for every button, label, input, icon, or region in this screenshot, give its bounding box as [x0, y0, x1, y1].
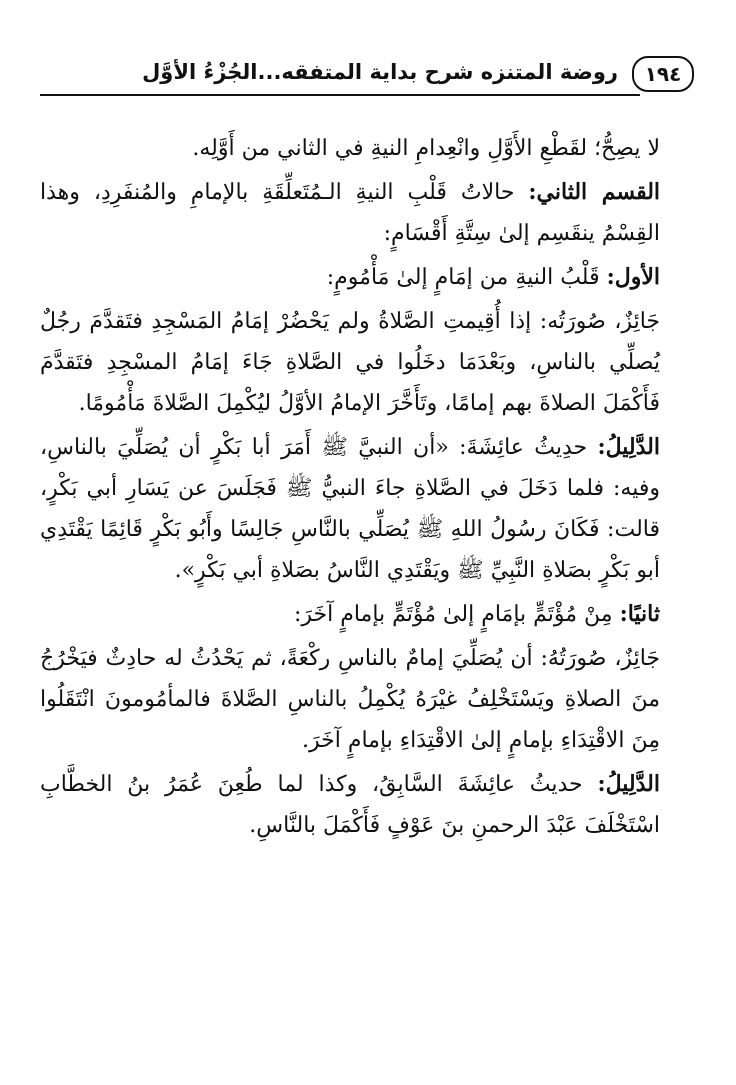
- page-number-badge: [632, 56, 694, 92]
- paragraph: [40, 594, 700, 635]
- paragraph: [40, 764, 700, 846]
- paragraph-label: الدَّلِيلُ:: [597, 434, 660, 460]
- paragraph-text: جَائِزٌ، صُورَتُه: إذا أُقِيمتِ الصَّلاةُ ولم يَحْضُرْ إمَامُ المَسْجِدِ فتَقدَّمَ رجُلٌ يُصلِّي بالناسِ، وبَعْدَمَا دخَلُوا في الصَّلاةِ جَاءَ إمَامُ المسْجِدِ فتَقدَّمَ فَأَكْمَلَ الصلاةَ بهم إمامًا، وتَأَخَّرَ الإمامُ الأوَّلُ ليُكْمِلَ الصَّلاةَ مَأْمُومًا.: [40, 309, 660, 416]
- paragraph-label: الأول:: [606, 264, 660, 290]
- paragraph-label: القسم الثاني:: [528, 179, 661, 205]
- paragraph-text: قَلْبُ النيةِ من إمَامٍ إلىٰ مَأْمُومٍ:: [326, 265, 600, 290]
- paragraph: [40, 128, 700, 169]
- paragraph-text: مِنْ مُؤْتَمٍّ بإمَامٍ إلىٰ مُؤْتَمٍّ بإمامٍ آخَرَ:: [293, 602, 613, 627]
- paragraph-label: ثانيًا:: [619, 601, 660, 627]
- paragraph-text: جَائِزٌ، صُورَتُهُ: أن يُصَلِّيَ إمامٌ بالناسِ ركْعَةً، ثم يَحْدُثُ له حادِثٌ فيَخْرُجُ منَ الصلاةِ ويَسْتَخْلِفُ غيْرَهُ يُكْمِلُ بالناسِ الصَّلاةَ فالمأمُومونَ انْتَقَلُوا مِنَ الاقْتِدَاءِ بإمامٍ إلىٰ الاقْتِدَاءِ بإمامٍ آخَرَ.: [40, 646, 660, 753]
- paragraph-text: حديثُ عائِشَةَ السَّابِقُ، وكذا لما طُعِنَ عُمَرُ بنُ الخطَّابِ اسْتَخْلَفَ عَبْدَ الرحمنِ بنَ عَوْفٍ فَأَكْمَلَ بالنَّاسِ.: [40, 772, 660, 838]
- paragraph-text: حالاتُ قَلْبِ النيةِ الـمُتَعلِّقَةِ بالإمامِ والمُنفَرِدِ، وهذا القِسْمُ ينقَسِم إلىٰ سِتَّةِ أَقْسَامٍ:: [40, 180, 660, 246]
- paragraph: [40, 638, 700, 761]
- paragraph: [40, 301, 700, 424]
- paragraph: [40, 257, 700, 298]
- page-body: [40, 128, 700, 849]
- paragraph-label: الدَّلِيلُ:: [597, 771, 660, 797]
- header-divider: [40, 94, 640, 96]
- header-title: روضة المتنزه شرح بداية المتفقه...الجُزْءُ الأوَّل: [142, 60, 618, 84]
- paragraph: [40, 172, 700, 254]
- running-header: [40, 52, 700, 98]
- paragraph-text: لا يصِحُّ؛ لقَطْعِ الأَوَّلِ وانْعِدامِ النيةِ في الثاني من أَوَّلِه.: [192, 136, 660, 161]
- paragraph: [40, 427, 700, 591]
- paragraph-text: حدِيثُ عائِشَةَ: «أن النبيَّ ﷺ أَمَرَ أبا بَكْرٍ أن يُصَلِّيَ بالناسِ، وفيه: فلما دَخَلَ في الصَّلاةِ جاءَ النبيُّ ﷺ فَجَلَسَ عن يَسَارِ أبي بَكْرٍ، قالت: فَكَانَ رسُولُ اللهِ ﷺ يُصَلِّي بالنَّاسِ جَالِسًا وأَبُو بَكْرٍ قَائِمًا يَقْتَدِي أبو بَكْرٍ بصَلاةِ النَّبِيِّ ﷺ ويَقْتَدِي النَّاسُ بصَلاةِ أبي بَكْرٍ».: [40, 435, 660, 583]
- page-number: ١٩٤: [644, 62, 682, 86]
